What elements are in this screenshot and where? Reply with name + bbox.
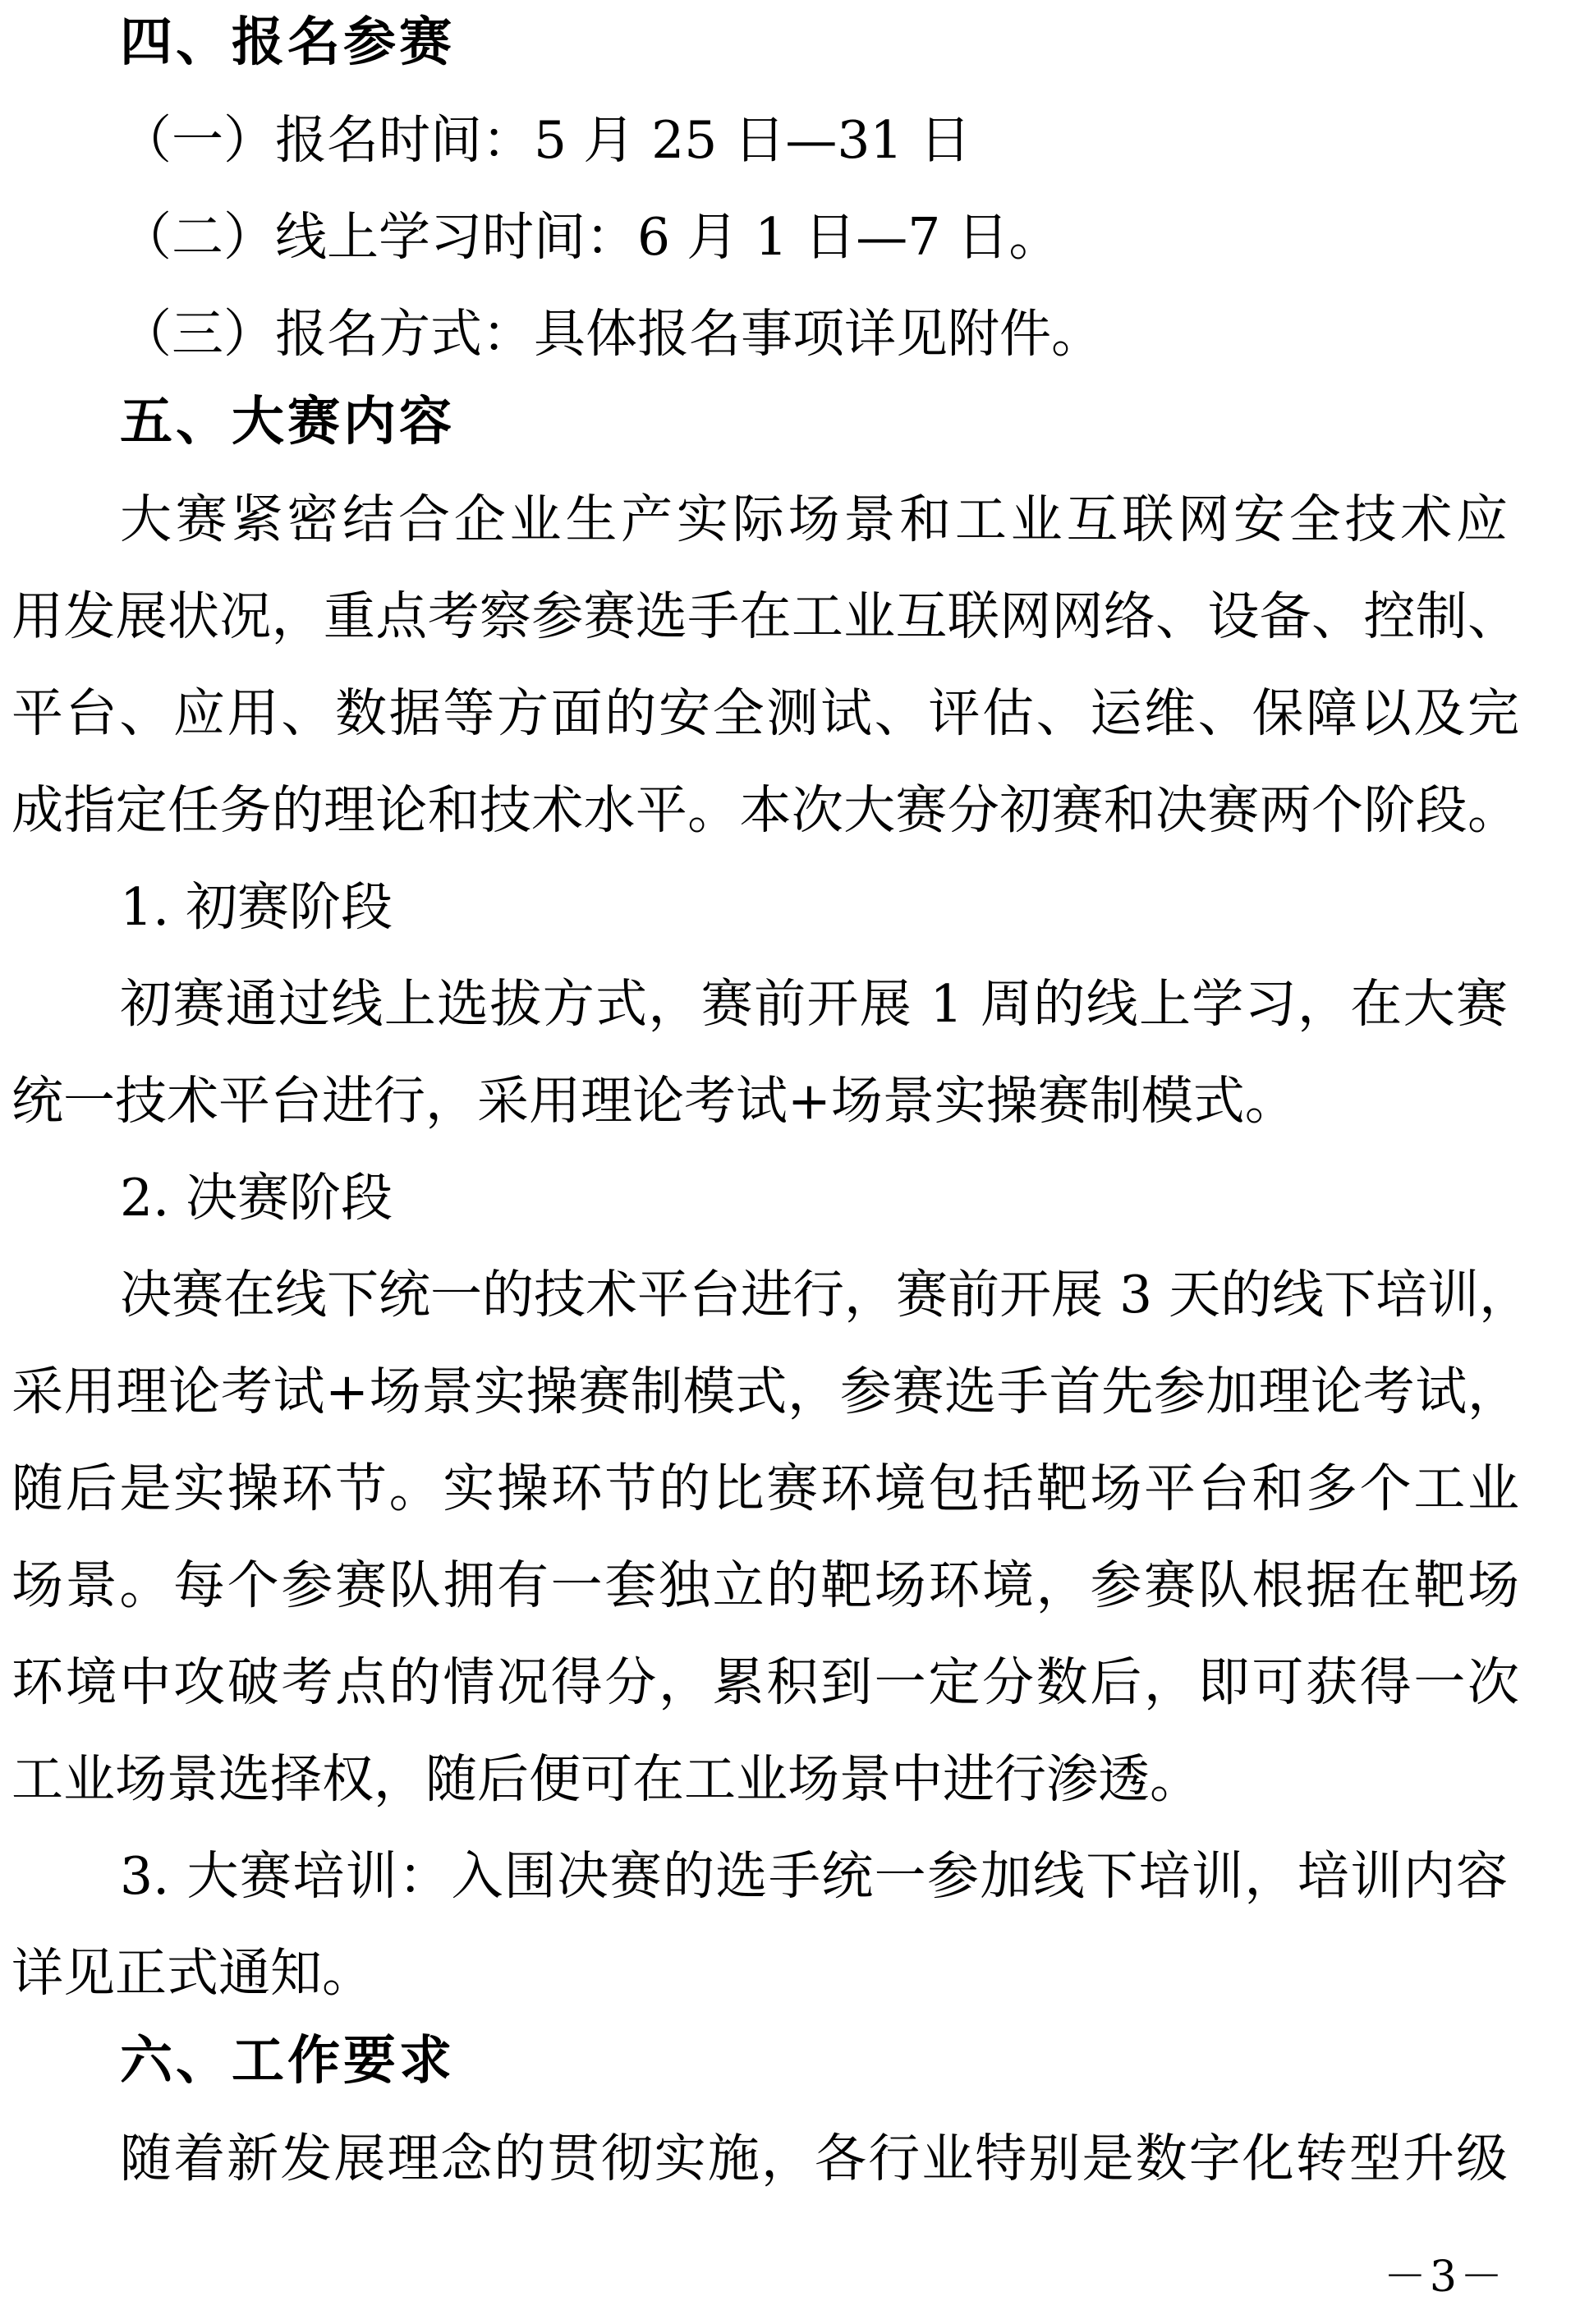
paragraph-line: 成指定任务的理论和技术水平。本次大赛分初赛和决赛两个阶段。: [11, 780, 1519, 840]
paragraph-line: 大赛紧密结合企业生产实际场景和工业互联网安全技术应: [120, 489, 1508, 549]
page-number: －3－: [1383, 2253, 1506, 2302]
subheading-preliminary: 1. 初赛阶段: [120, 877, 393, 937]
paragraph-line: 场景。每个参赛队拥有一套独立的靶场环境，参赛队根据在靶场: [11, 1555, 1519, 1615]
paragraph-line: 统一技术平台进行，采用理论考试+场景实操赛制模式。: [11, 1071, 1297, 1131]
paragraph-line: 环境中攻破考点的情况得分，累积到一定分数后，即可获得一次: [11, 1652, 1519, 1712]
paragraph-line: 3. 大赛培训：入围决赛的选手统一参加线下培训，培训内容: [120, 1846, 1508, 1906]
paragraph-line: 随后是实操环节。实操环节的比赛环境包括靶场平台和多个工业: [11, 1458, 1519, 1518]
paragraph-line: 详见正式通知。: [11, 1943, 374, 2003]
paragraph-line: 工业场景选择权，随后便可在工业场景中进行渗透。: [11, 1749, 1201, 1809]
section-heading-5: 五、大赛内容: [120, 392, 455, 452]
paragraph-line: （一）报名时间：5 月 25 日—31 日: [120, 110, 971, 170]
paragraph-line: 随着新发展理念的贯彻实施，各行业特别是数字化转型升级: [120, 2129, 1508, 2189]
subheading-final: 2. 决赛阶段: [120, 1168, 393, 1228]
paragraph-line: （三）报名方式：具体报名事项详见附件。: [120, 304, 1103, 364]
paragraph-line: 平台、应用、数据等方面的安全测试、评估、运维、保障以及完: [11, 683, 1519, 743]
paragraph-line: （二）线上学习时间：6 月 1 日—7 日。: [120, 207, 1061, 267]
paragraph-line: 初赛通过线上选拔方式，赛前开展 1 周的线上学习，在大赛: [120, 974, 1508, 1034]
section-heading-6: 六、工作要求: [120, 2031, 455, 2092]
paragraph-line: 决赛在线下统一的技术平台进行，赛前开展 3 天的线下培训，: [120, 1265, 1532, 1325]
paragraph-line: 采用理论考试+场景实操赛制模式，参赛选手首先参加理论考试，: [11, 1362, 1519, 1421]
paragraph-line: 用发展状况，重点考察参赛选手在工业互联网网络、设备、控制、: [11, 586, 1519, 646]
section-heading-4: 四、报名参赛: [120, 12, 455, 73]
